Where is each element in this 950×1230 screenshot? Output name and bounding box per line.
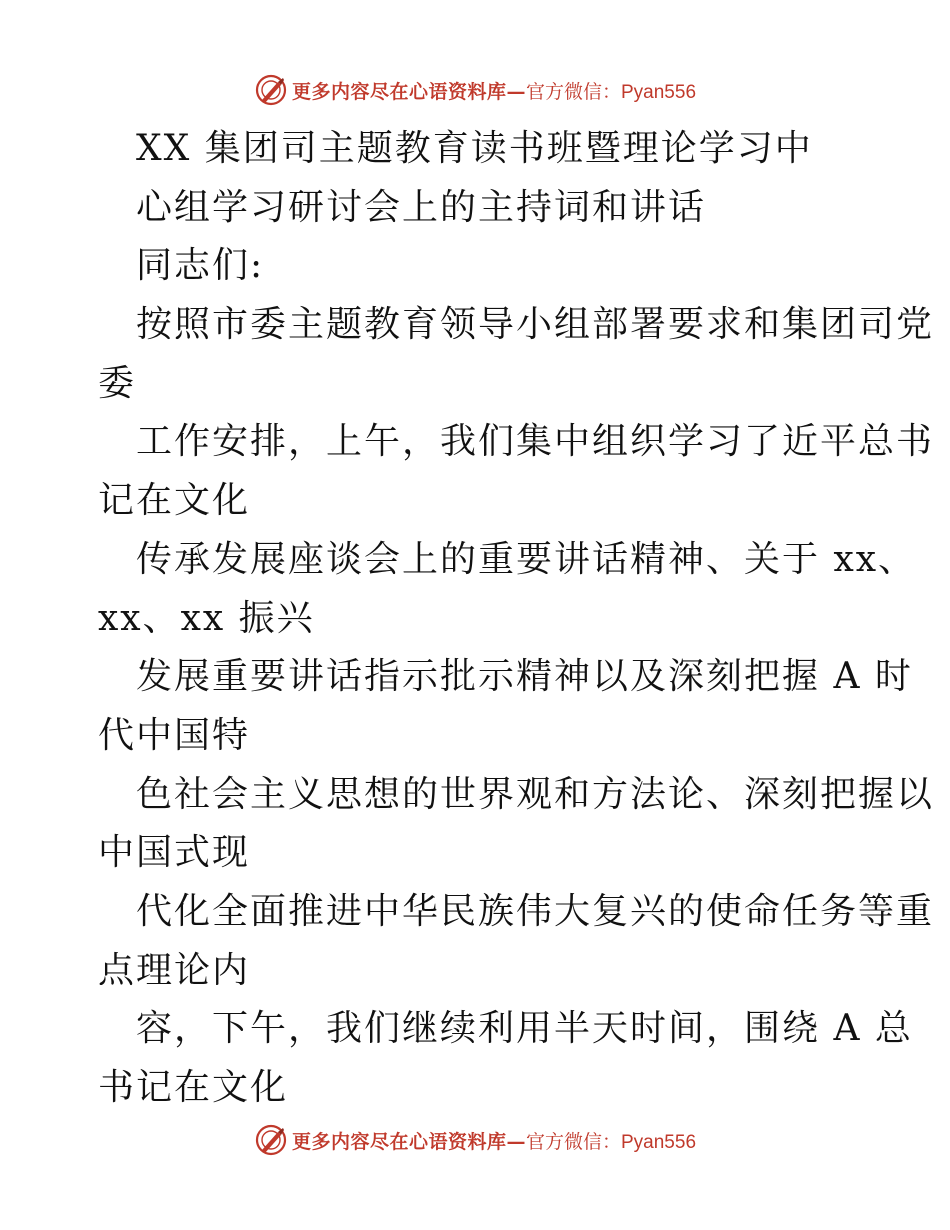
text-line: 按照市委主题教育领导小组部署要求和集团司党 <box>136 304 935 346</box>
pen-logo-icon <box>254 1123 288 1157</box>
watermark-text: 更多内容尽在心语资料库— <box>291 80 526 103</box>
text-line: 心组学习研讨会上的主持词和讲话 <box>136 186 707 228</box>
text-line: 色社会主义思想的世界观和方法论、深刻把握以 <box>136 773 935 815</box>
text-line: 代中国特 <box>98 714 251 756</box>
footer-watermark <box>0 1120 950 1160</box>
text-line: 传承发展座谈会上的重要讲话精神、关于 xx、 <box>136 538 917 580</box>
text-line: 容，下午，我们继续利用半天时间，围绕 A 总 <box>136 1008 913 1050</box>
watermark-text: 更多内容尽在心语资料库— <box>291 1130 526 1153</box>
text-line: 记在文化 <box>98 480 251 522</box>
text-line: 书记在文化 <box>98 1067 289 1108</box>
text-line: xx、xx 振兴 <box>98 597 315 639</box>
text-line: 委 <box>98 362 137 404</box>
text-line: 代化全面推进中华民族伟大复兴的使命任务等重 <box>136 890 935 932</box>
text-line: 中国式现 <box>98 832 251 874</box>
text-line: 发展重要讲话指示批示精神以及深刻把握 A 时 <box>136 656 913 698</box>
document-body <box>98 120 935 1118</box>
text-line: 点理论内 <box>98 949 251 991</box>
text-line: XX 集团司主题教育读书班暨理论学习中 <box>136 128 813 169</box>
watermark-wechat: 官方微信：Pyan556 <box>526 1131 697 1153</box>
text-line: 工作安排，上午，我们集中组织学习了近平总书 <box>136 421 935 463</box>
pen-logo-icon <box>254 73 288 107</box>
watermark-wechat: 官方微信：Pyan556 <box>526 81 697 103</box>
text-line: 同志们: <box>136 245 265 287</box>
header-watermark <box>0 70 950 110</box>
